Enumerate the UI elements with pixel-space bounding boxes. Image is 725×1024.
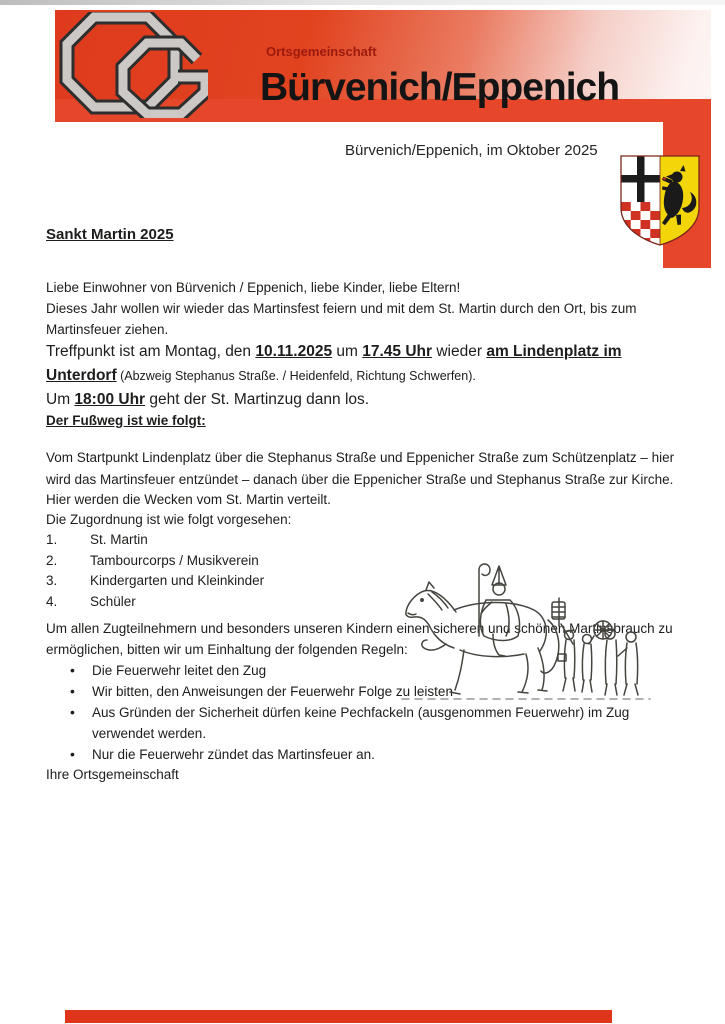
meeting-note: (Abzweig Stephanus Straße. / Heidenfeld, Richtung Schwerfen). <box>116 369 476 383</box>
list-item-number: 3. <box>46 573 58 588</box>
footer-bar <box>65 1010 612 1023</box>
scan-edge-artifact <box>0 0 725 5</box>
page-title: Bürvenich/Eppenich <box>260 66 620 109</box>
rule-item: • Nur die Feuerwehr zündet das Martinsfeuer an. <box>70 744 670 765</box>
rule-item: • Die Feuerwehr leitet den Zug <box>70 660 670 681</box>
list-item-label: Kindergarten und Kleinkinder <box>90 573 265 588</box>
org-label: Ortsgemeinschaft <box>266 44 377 59</box>
letter-heading: Sankt Martin 2025 <box>46 226 174 243</box>
list-item <box>46 530 688 551</box>
meeting-time: 17.45 Uhr <box>362 343 433 360</box>
route-paragraph: Vom Startpunkt Lindenplatz über die Stephanus Straße und Eppenicher Straße zum Schützenplatz – hier wird das Martinsfeuer entzündet – danach über die Eppenicher Straße und Stephanus Straße zur Kirche. <box>46 450 675 487</box>
order-intro: Die Zugordnung ist wie folgt vorgesehen: <box>46 512 292 527</box>
meeting-paragraph <box>46 340 688 388</box>
list-item-label: Schüler <box>90 593 136 609</box>
start-time: 18:00 Uhr <box>74 391 146 408</box>
start-paragraph <box>46 388 688 412</box>
rules-intro: Um allen Zugteilnehmern und besonders unseren Kindern einen sicheren und schönen Martinsbrauch zu ermöglichen, bitten wir um Einhaltung der folgenden Regeln: <box>46 621 673 657</box>
wecken-paragraph: Hier werden die Wecken vom St. Martin verteilt. <box>46 492 331 507</box>
list-item-label: Tambourcorps / Musikverein <box>90 552 259 568</box>
rule-item: • Wir bitten, den Anweisungen der Feuerwehr Folge zu leisten <box>70 681 670 702</box>
meeting-text-mid1: um <box>332 343 363 360</box>
meeting-place: am Lindenplatz im Unterdorf <box>46 343 622 384</box>
salutation: Liebe Einwohner von Bürvenich / Eppenich, liebe Kinder, liebe Eltern! <box>46 280 461 295</box>
og-logo-icon <box>58 12 208 118</box>
rule-item: • Aus Gründen der Sicherheit dürfen keine Pechfackeln (ausgenommen Feuerwehr) im Zug verwendet werden. <box>70 702 670 744</box>
list-item-label: St. Martin <box>90 532 148 547</box>
start-text-pre: Um <box>46 391 75 408</box>
route-heading: Der Fußweg ist wie folgt: <box>46 413 206 428</box>
closing-line: Ihre Ortsgemeinschaft <box>46 767 179 782</box>
st-martin-procession-illustration <box>398 558 656 708</box>
meeting-text-pre: Treffpunkt ist am Montag, den <box>46 343 256 360</box>
list-item-number: 2. <box>46 552 58 568</box>
meeting-date: 10.11.2025 <box>255 343 333 360</box>
date-line: Bürvenich/Eppenich, im Oktober 2025 <box>345 142 598 159</box>
meeting-text-mid2: wieder <box>432 343 487 360</box>
list-item-number: 4. <box>46 593 58 609</box>
start-text-post: geht der St. Martinzug dann los. <box>145 391 370 408</box>
intro-paragraph: Dieses Jahr wollen wir wieder das Martinsfest feiern und mit dem St. Martin durch den Ort, bis zum Martinsfeuer ziehen. <box>46 301 637 337</box>
list-item-number: 1. <box>46 532 58 547</box>
